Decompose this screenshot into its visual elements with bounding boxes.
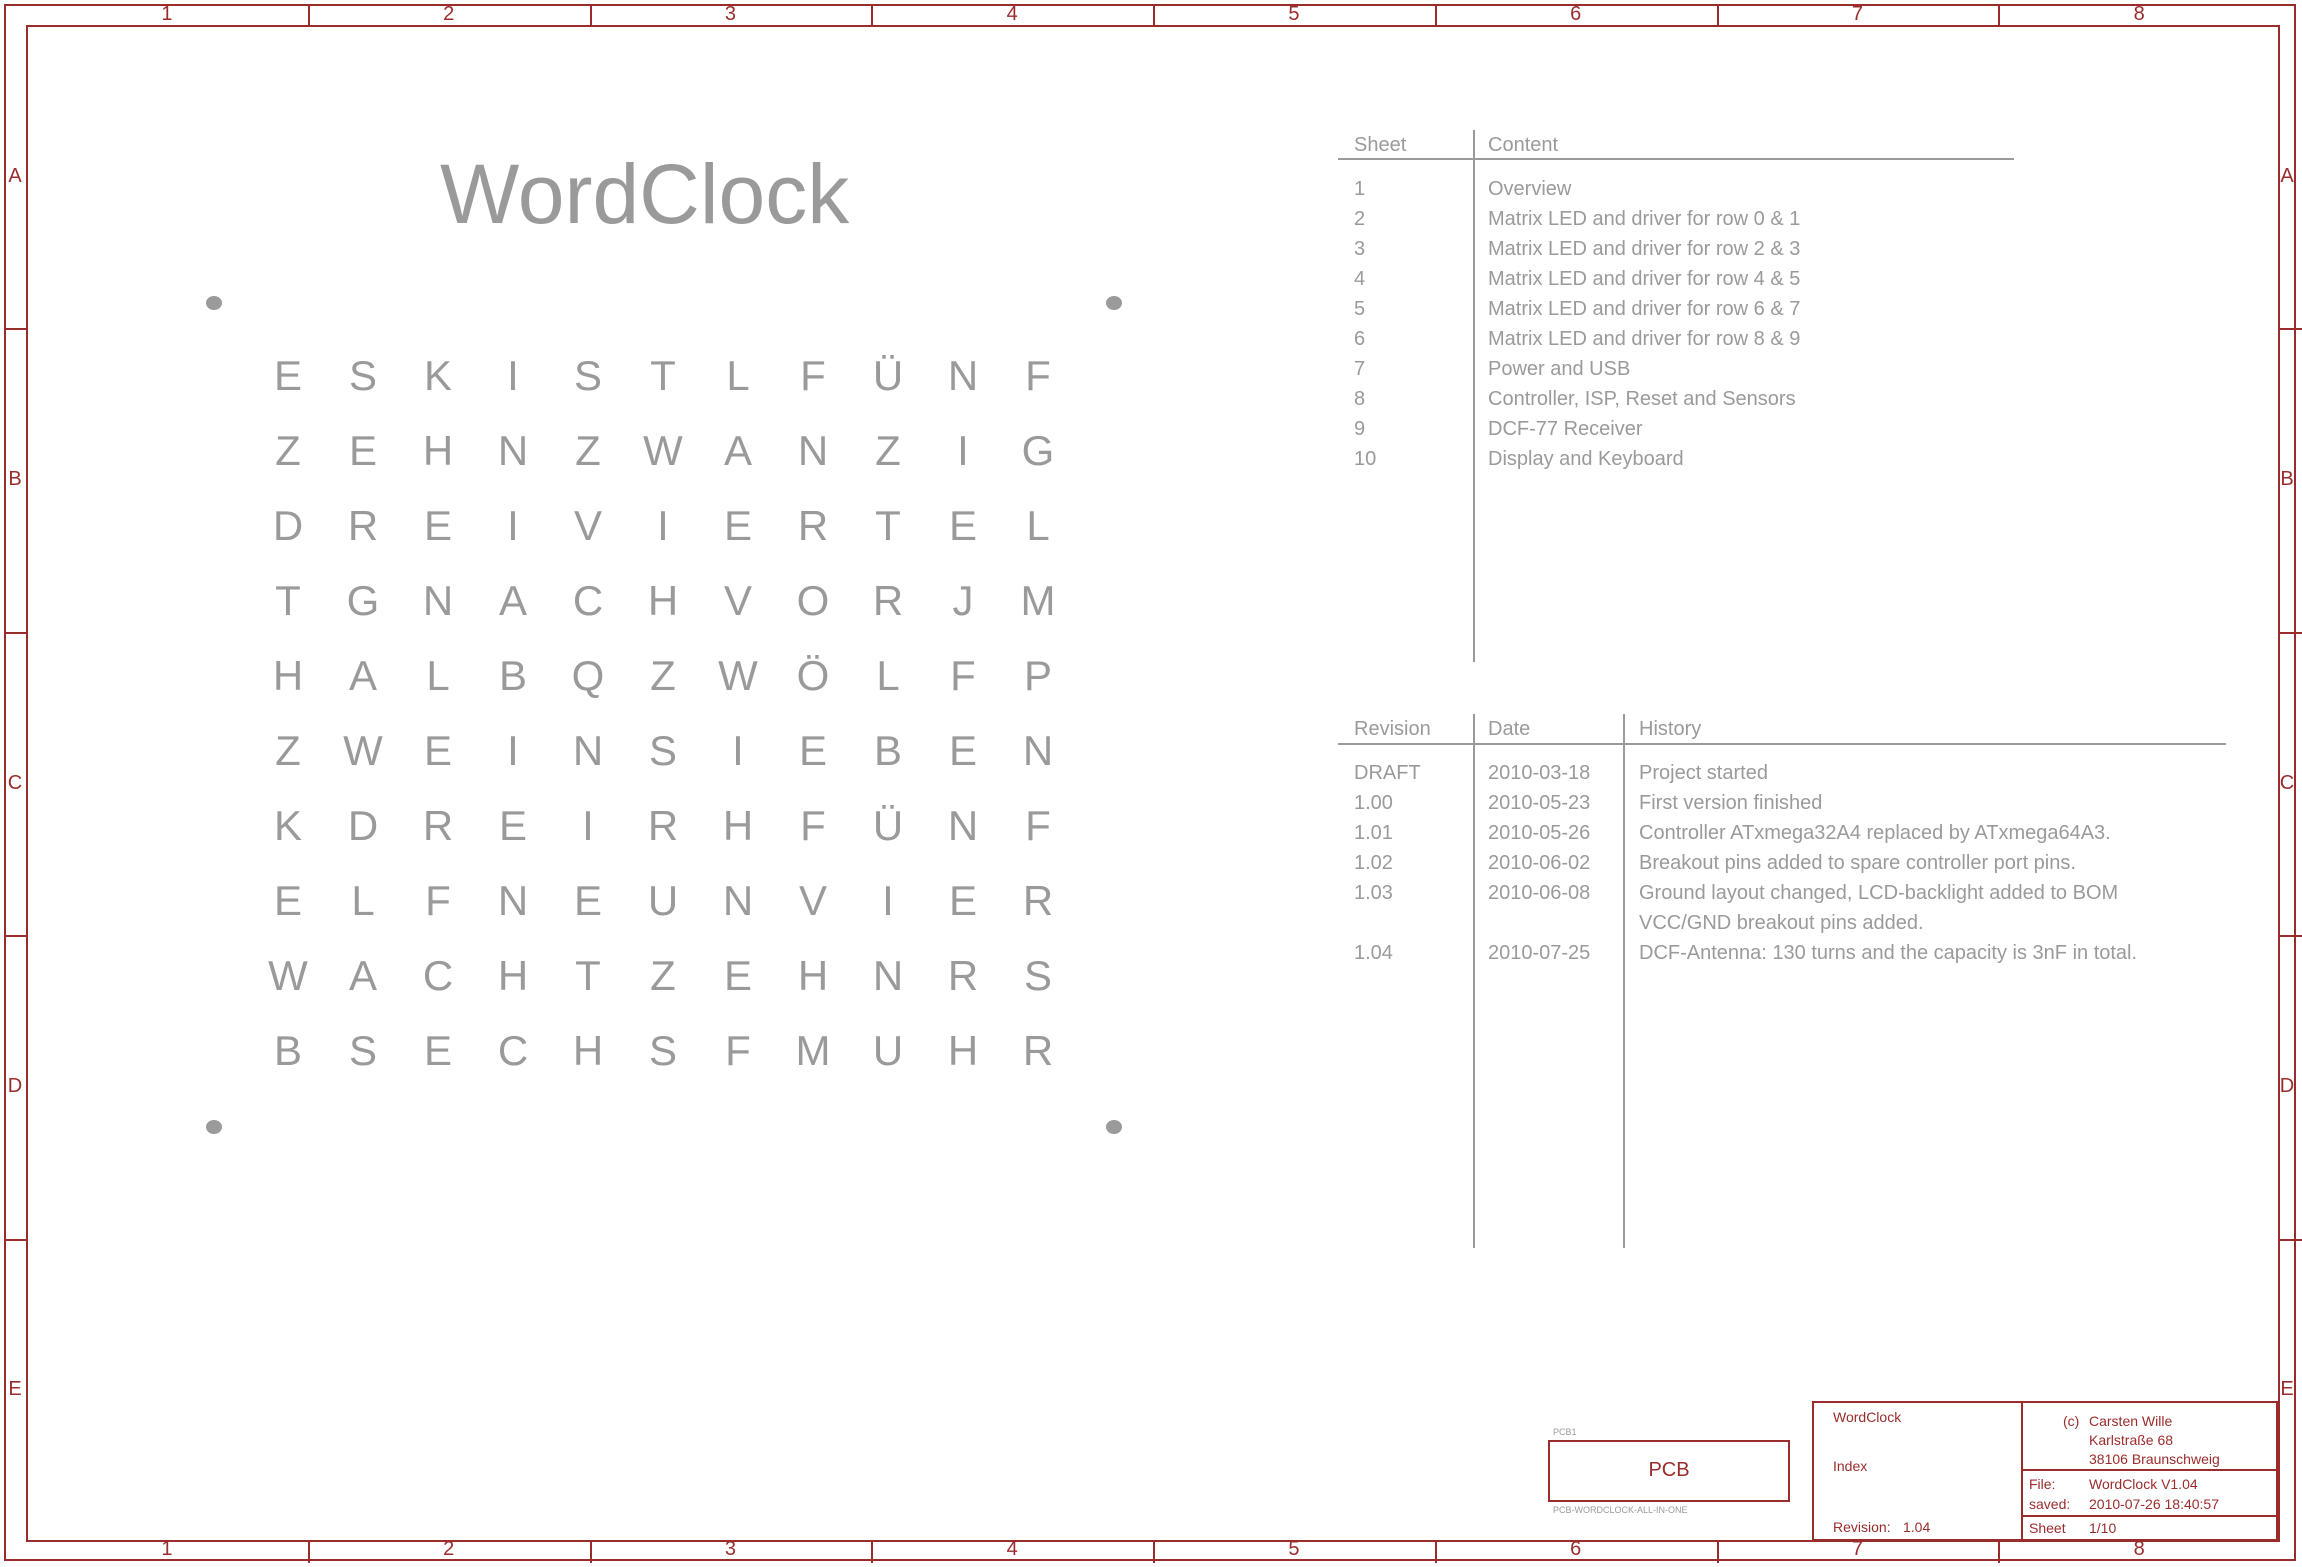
frame-row-tick [2280, 1239, 2302, 1241]
grid-letter: L [876, 652, 900, 699]
frame-column-label-bottom: 8 [2133, 1538, 2145, 1560]
grid-letter: H [947, 1027, 979, 1074]
grid-letter: E [948, 727, 977, 774]
grid-letter: L [1026, 502, 1050, 549]
frame-column-label-top: 8 [2133, 3, 2145, 25]
grid-letter: I [957, 427, 969, 474]
title-block-divider-horizontal-2 [2021, 1515, 2278, 1517]
frame-row-tick [4, 328, 26, 330]
grid-letter: R [1022, 877, 1054, 924]
grid-letter: T [575, 952, 601, 999]
sheet-table-header-sheet: Sheet [1354, 134, 1407, 156]
grid-letter: F [1025, 352, 1051, 399]
grid-letter: I [507, 727, 519, 774]
revision-table-cell-history: DCF-Antenna: 130 turns and the capacity is 3nF in total. [1639, 942, 2138, 964]
grid-letter: H [497, 952, 529, 999]
mounting-hole-top-right [1106, 296, 1122, 310]
frame-column-tick [1717, 1542, 1719, 1563]
revision-table-cell-date: 2010-03-18 [1488, 762, 1591, 784]
frame-column-label-bottom: 7 [1851, 1538, 1863, 1560]
frame-column-tick [1153, 1542, 1155, 1563]
grid-letter: R [647, 802, 679, 849]
sheet-table-cell-number: 8 [1354, 388, 1366, 410]
grid-letter: I [507, 502, 519, 549]
grid-letter: Z [275, 427, 301, 474]
title-block-divider-horizontal-1 [2021, 1469, 2278, 1471]
frame-row-label-right: E [2280, 1378, 2294, 1401]
grid-letter: R [872, 577, 904, 624]
sheet-table-cell-content: Matrix LED and driver for row 0 & 1 [1488, 208, 1801, 230]
grid-letter: A [498, 577, 527, 624]
grid-letter: H [647, 577, 679, 624]
grid-letter: E [423, 727, 452, 774]
frame-row-tick [4, 632, 26, 634]
revision-table-cell-date: 2010-06-02 [1488, 852, 1591, 874]
grid-letter: I [657, 502, 669, 549]
sheet-table-cell-content: Overview [1488, 178, 1572, 200]
frame-row-tick [4, 1239, 26, 1241]
grid-letter: K [273, 802, 302, 849]
grid-letter: P [1023, 652, 1052, 699]
grid-letter: W [718, 652, 758, 699]
grid-letter: S [348, 352, 377, 399]
grid-letter: H [272, 652, 304, 699]
revision-table-cell-revision: DRAFT [1354, 762, 1421, 784]
revision-table-cell-date: 2010-05-26 [1488, 822, 1591, 844]
grid-letter: S [1023, 952, 1052, 999]
grid-letter: N [1022, 727, 1054, 774]
grid-letter: Ü [872, 802, 904, 849]
title-block-index: Index [1833, 1458, 1868, 1474]
frame-column-label-bottom: 2 [443, 1538, 455, 1560]
sheet-table-cell-content: Matrix LED and driver for row 8 & 9 [1488, 328, 1801, 350]
title-block-city: 38106 Braunschweig [2089, 1451, 2220, 1467]
grid-letter: I [882, 877, 894, 924]
grid-letter: R [1022, 1027, 1054, 1074]
frame-row-label-left: D [7, 1074, 23, 1097]
grid-letter: N [497, 877, 529, 924]
sheet-table-header-rule [1338, 158, 2014, 160]
frame-column-label-bottom: 6 [1570, 1538, 1582, 1560]
title-block-sheet: 1/10 [2089, 1520, 2117, 1536]
frame-column-tick [1153, 4, 1155, 25]
frame-row-label-left: B [8, 468, 22, 491]
sheet-table-cell-number: 4 [1354, 268, 1366, 290]
frame-column-tick [1435, 1542, 1437, 1563]
revision-table-cell-revision: 1.02 [1354, 852, 1393, 874]
grid-letter: C [572, 577, 604, 624]
grid-letter: H [572, 1027, 604, 1074]
frame-column-label-bottom: 4 [1006, 1538, 1018, 1560]
grid-letter: S [648, 1027, 677, 1074]
frame-row-label-right: D [2279, 1074, 2295, 1097]
grid-letter: Z [575, 427, 601, 474]
grid-letter: M [1020, 577, 1056, 624]
title-block-copyright: (c) [2063, 1413, 2080, 1429]
grid-letter: I [732, 727, 744, 774]
mounting-hole-bottom-left [206, 1120, 222, 1134]
frame-row-label-right: A [2280, 164, 2294, 187]
grid-letter: V [798, 877, 827, 924]
grid-letter: J [952, 577, 974, 624]
title-block-author: Carsten Wille [2089, 1413, 2173, 1429]
grid-letter: E [273, 877, 302, 924]
grid-letter: S [348, 1027, 377, 1074]
grid-letter: R [947, 952, 979, 999]
grid-letter: S [648, 727, 677, 774]
grid-letter: Z [650, 652, 676, 699]
frame-column-label-top: 6 [1570, 3, 1582, 25]
frame-row-tick [2280, 328, 2302, 330]
grid-letter: E [423, 502, 452, 549]
sheet-table-header-content: Content [1488, 134, 1559, 156]
title-block-saved: 2010-07-26 18:40:57 [2089, 1496, 2219, 1512]
grid-letter: D [347, 802, 379, 849]
title-block-file-label: File: [2029, 1476, 2056, 1492]
sheet-table-cell-content: Power and USB [1488, 358, 1631, 380]
title-block-street: Karlstraße 68 [2089, 1432, 2174, 1448]
sheet-table-cell-number: 2 [1354, 208, 1366, 230]
frame-column-label-top: 5 [1288, 3, 1300, 25]
grid-letter: R [347, 502, 379, 549]
frame-row-label-right: C [2279, 771, 2295, 794]
frame-column-label-top: 4 [1006, 3, 1018, 25]
frame-column-label-bottom: 1 [161, 1538, 173, 1560]
grid-letter: E [423, 1027, 452, 1074]
grid-letter: N [947, 802, 979, 849]
grid-letter: N [797, 427, 829, 474]
grid-letter: Ö [796, 652, 830, 699]
frame-column-label-bottom: 3 [724, 1538, 736, 1560]
grid-letter: O [796, 577, 830, 624]
pcb-symbol-label: PCB [1648, 1459, 1690, 1481]
sheet-table-cell-number: 5 [1354, 298, 1366, 320]
grid-letter: N [422, 577, 454, 624]
title-block-project: WordClock [1833, 1409, 1902, 1425]
frame-column-tick [308, 1542, 310, 1563]
pcb-symbol-value: PCB-WORDCLOCK-ALL-IN-ONE [1553, 1505, 1688, 1515]
grid-letter: E [348, 427, 377, 474]
revision-table-header-history: History [1639, 718, 1702, 740]
grid-letter: R [422, 802, 454, 849]
revision-table-cell-history: Ground layout changed, LCD-backlight added to BOM [1639, 882, 2119, 904]
grid-letter: Q [571, 652, 605, 699]
sheet-table-cell-content: Display and Keyboard [1488, 448, 1684, 470]
grid-letter: B [273, 1027, 302, 1074]
revision-table-cell-revision: 1.00 [1354, 792, 1393, 814]
revision-table-cell-revision: 1.04 [1354, 942, 1393, 964]
revision-table-header-rule [1338, 743, 2226, 745]
grid-letter: T [275, 577, 301, 624]
frame-column-tick [1717, 4, 1719, 25]
frame-row-label-left: A [8, 164, 22, 187]
title-block-file: WordClock V1.04 [2089, 1476, 2198, 1492]
grid-letter: B [873, 727, 902, 774]
frame-column-label-top: 1 [161, 3, 173, 25]
frame-column-label-top: 7 [1851, 3, 1863, 25]
grid-letter: C [497, 1027, 529, 1074]
grid-letter: V [573, 502, 602, 549]
frame-column-tick [590, 1542, 592, 1563]
sheet-table-cell-number: 1 [1354, 178, 1366, 200]
revision-table-cell-revision: 1.03 [1354, 882, 1393, 904]
frame-row-tick [2280, 632, 2302, 634]
grid-letter: Z [275, 727, 301, 774]
drawing-frame-inner [26, 25, 2280, 1542]
grid-letter: E [948, 502, 977, 549]
sheet-table-cell-number: 6 [1354, 328, 1366, 350]
sheet-table-cell-content: DCF-77 Receiver [1488, 418, 1643, 440]
grid-letter: E [723, 952, 752, 999]
frame-row-label-right: B [2280, 468, 2294, 491]
grid-letter: F [950, 652, 976, 699]
frame-column-tick [590, 4, 592, 25]
grid-letter: W [268, 952, 308, 999]
title-block-sheet-label: Sheet [2029, 1520, 2066, 1536]
mounting-hole-bottom-right [1106, 1120, 1122, 1134]
grid-letter: G [346, 577, 380, 624]
frame-row-tick [2280, 935, 2302, 937]
grid-letter: Z [650, 952, 676, 999]
grid-letter: I [582, 802, 594, 849]
grid-letter: A [348, 952, 377, 999]
revision-table-divider-1 [1473, 714, 1475, 1248]
sheet-table-cell-content: Matrix LED and driver for row 4 & 5 [1488, 268, 1801, 290]
grid-letter: E [723, 502, 752, 549]
grid-letter: N [572, 727, 604, 774]
grid-letter: Z [875, 427, 901, 474]
grid-letter: W [643, 427, 683, 474]
revision-table-divider-2 [1623, 714, 1625, 1248]
frame-column-label-top: 2 [443, 3, 455, 25]
frame-column-label-bottom: 5 [1288, 1538, 1300, 1560]
title-block-revision-label: Revision: [1833, 1519, 1891, 1535]
sheet-table-cell-number: 9 [1354, 418, 1366, 440]
grid-letter: T [650, 352, 676, 399]
grid-letter: L [351, 877, 375, 924]
grid-letter: K [423, 352, 452, 399]
grid-letter: N [872, 952, 904, 999]
title-block-revision: 1.04 [1903, 1519, 1931, 1535]
grid-letter: N [722, 877, 754, 924]
revision-table-cell-date: 2010-06-08 [1488, 882, 1591, 904]
grid-letter: I [507, 352, 519, 399]
grid-letter: F [800, 352, 826, 399]
mounting-hole-top-left [206, 296, 222, 310]
frame-column-tick [1435, 4, 1437, 25]
grid-letter: E [498, 802, 527, 849]
revision-table-cell-date: 2010-07-25 [1488, 942, 1591, 964]
revision-table-cell-history: VCC/GND breakout pins added. [1639, 912, 1924, 934]
title-block-saved-label: saved: [2029, 1496, 2071, 1512]
grid-letter: E [573, 877, 602, 924]
grid-letter: U [647, 877, 679, 924]
sheet-table-column-divider [1473, 130, 1475, 662]
grid-letter: U [872, 1027, 904, 1074]
grid-letter: D [272, 502, 304, 549]
grid-letter: F [425, 877, 451, 924]
frame-column-tick [1998, 4, 2000, 25]
sheet-table-cell-number: 7 [1354, 358, 1366, 380]
grid-letter: H [797, 952, 829, 999]
frame-column-tick [871, 1542, 873, 1563]
sheet-table-cell-number: 3 [1354, 238, 1366, 260]
grid-letter: L [426, 652, 450, 699]
grid-letter: V [723, 577, 752, 624]
grid-letter: H [722, 802, 754, 849]
revision-table-cell-history: Project started [1639, 762, 1768, 784]
pcb-symbol-name: PCB1 [1553, 1427, 1577, 1437]
title-block-divider-vertical [2021, 1401, 2023, 1541]
grid-letter: B [498, 652, 527, 699]
grid-letter: R [797, 502, 829, 549]
frame-column-label-top: 3 [724, 3, 736, 25]
grid-letter: S [573, 352, 602, 399]
grid-letter: N [497, 427, 529, 474]
frame-column-tick [1998, 1542, 2000, 1563]
grid-letter: W [343, 727, 383, 774]
frame-row-label-left: E [8, 1378, 22, 1401]
frame-column-tick [871, 4, 873, 25]
grid-letter: F [800, 802, 826, 849]
grid-letter: T [875, 502, 901, 549]
grid-letter: N [947, 352, 979, 399]
revision-table-cell-revision: 1.01 [1354, 822, 1393, 844]
sheet-table-cell-number: 10 [1354, 448, 1377, 470]
sheet-table-cell-content: Matrix LED and driver for row 2 & 3 [1488, 238, 1801, 260]
revision-table-header-date: Date [1488, 718, 1531, 740]
grid-letter: F [725, 1027, 751, 1074]
sheet-table-cell-content: Matrix LED and driver for row 6 & 7 [1488, 298, 1801, 320]
grid-letter: Ü [872, 352, 904, 399]
page-title: WordClock [440, 147, 850, 241]
revision-table-cell-history: Breakout pins added to spare controller port pins. [1639, 852, 2076, 874]
grid-letter: A [723, 427, 752, 474]
grid-letter: E [273, 352, 302, 399]
grid-letter: F [1025, 802, 1051, 849]
frame-column-tick [308, 4, 310, 25]
grid-letter: E [798, 727, 827, 774]
sheet-table-cell-content: Controller, ISP, Reset and Sensors [1488, 388, 1796, 410]
grid-letter: G [1021, 427, 1055, 474]
grid-letter: C [422, 952, 454, 999]
grid-letter: A [348, 652, 377, 699]
grid-letter: E [948, 877, 977, 924]
frame-row-tick [4, 935, 26, 937]
revision-table-cell-date: 2010-05-23 [1488, 792, 1591, 814]
revision-table-header-revision: Revision [1354, 718, 1431, 740]
grid-letter: H [422, 427, 454, 474]
grid-letter: L [726, 352, 750, 399]
revision-table-cell-history: Controller ATxmega32A4 replaced by ATxmega64A3. [1639, 822, 2111, 844]
frame-row-label-left: C [7, 771, 23, 794]
revision-table-cell-history: First version finished [1639, 792, 1823, 814]
grid-letter: M [795, 1027, 831, 1074]
